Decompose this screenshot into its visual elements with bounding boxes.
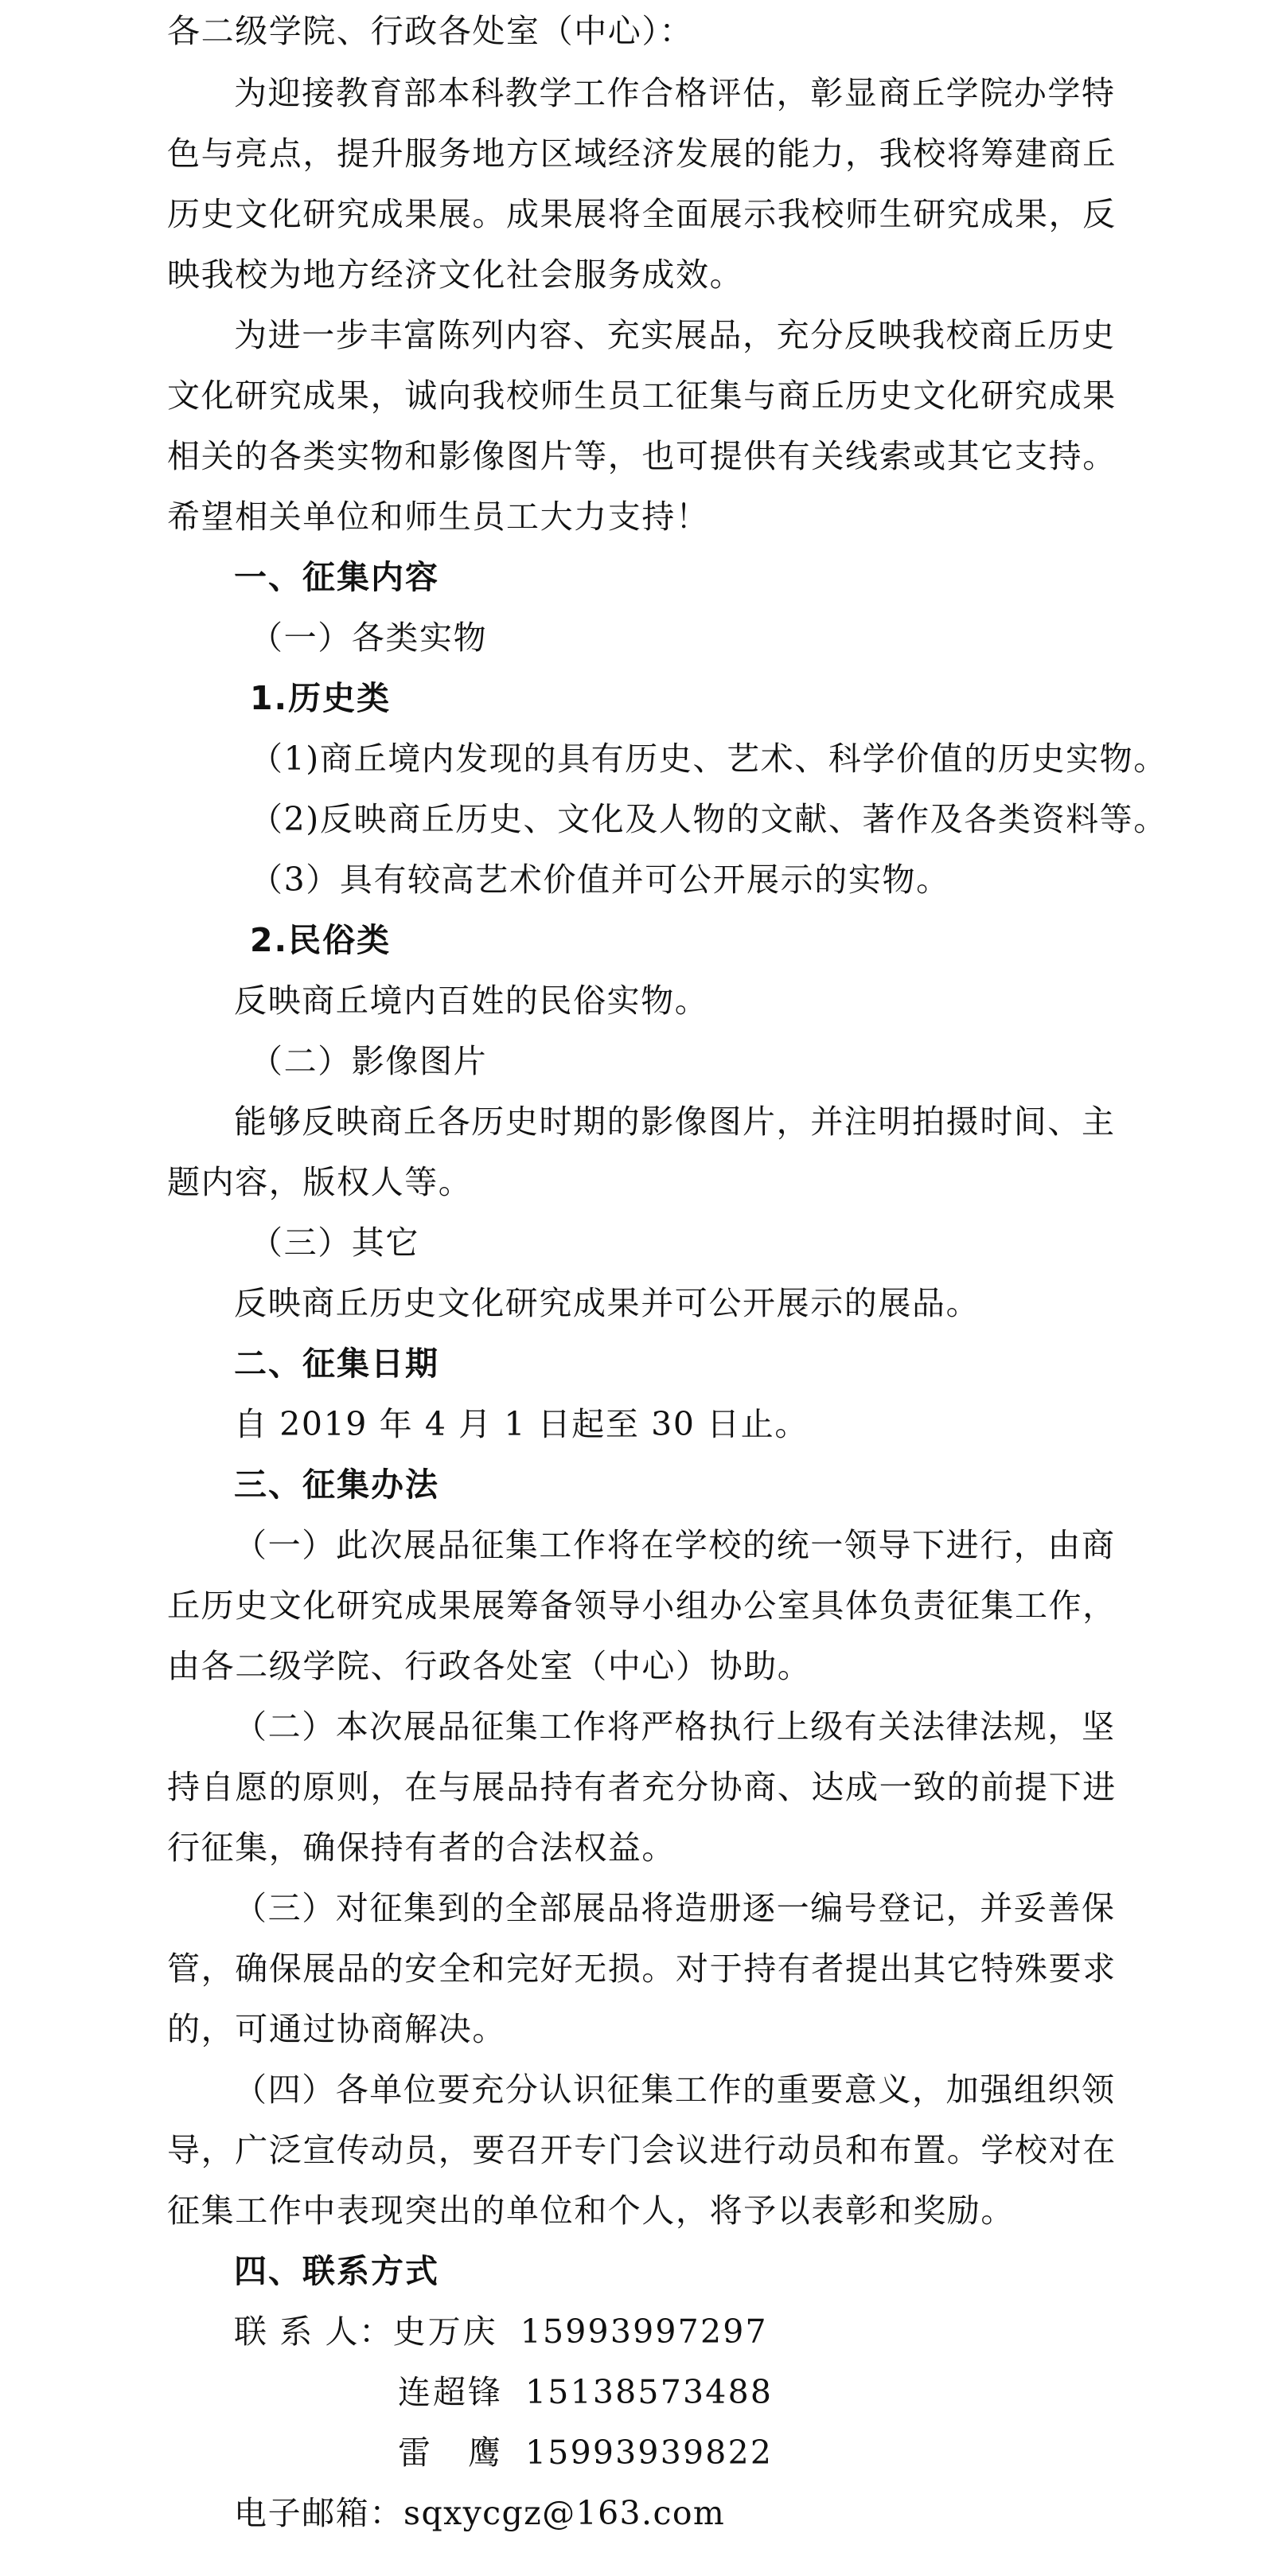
paragraph-line: （四）各单位要充分认识征集工作的重要意义，加强组织领 xyxy=(234,2071,1116,2109)
paragraph-line: 由各二级学院、行政各处室（中心）协助。 xyxy=(167,1647,812,1685)
section-heading-collection-method: 三、征集办法 xyxy=(234,1466,439,1504)
contact-name: 史万庆 xyxy=(392,2313,498,2351)
section-heading-collection-content: 一、征集内容 xyxy=(234,558,439,596)
paragraph-line: （二）本次展品征集工作将严格执行上级有关法律法规，坚 xyxy=(234,1708,1116,1746)
paragraph-line: 行征集，确保持有者的合法权益。 xyxy=(167,1829,676,1867)
paragraph-line: 能够反映商丘各历史时期的影像图片，并注明拍摄时间、主 xyxy=(234,1103,1116,1141)
email-address[interactable]: sqxycgz@163.com xyxy=(403,2494,726,2532)
paragraph-line: 的，可通过协商解决。 xyxy=(167,2010,506,2048)
paragraph-line: 历史文化研究成果展。成果展将全面展示我校师生研究成果，反 xyxy=(167,195,1117,233)
paragraph-line: （三）对征集到的全部展品将造册逐一编号登记，并妥善保 xyxy=(234,1889,1116,1927)
paragraph-line: （一）此次展品征集工作将在学校的统一领导下进行，由商 xyxy=(234,1526,1116,1564)
paragraph-line: 相关的各类实物和影像图片等，也可提供有关线索或其它支持。 xyxy=(167,437,1117,475)
paragraph-line: 导，广泛宣传动员，要召开专门会议进行动员和布置。学校对在 xyxy=(167,2131,1117,2169)
paragraph-line: 文化研究成果，诚向我校师生员工征集与商丘历史文化研究成果 xyxy=(167,377,1117,415)
paragraph-line: 自 2019 年 4 月 1 日起至 30 日止。 xyxy=(234,1405,809,1443)
list-item: （1)商丘境内发现的具有历史、艺术、科学价值的历史实物。 xyxy=(250,740,1167,778)
contact-name: 雷 鹰 xyxy=(398,2434,503,2472)
contact-row xyxy=(398,2364,773,2420)
paragraph-line: 丘历史文化研究成果展筹备领导小组办公室具体负责征集工作， xyxy=(167,1587,1117,1625)
paragraph-line: 映我校为地方经济文化社会服务成效。 xyxy=(167,256,744,294)
subsection-heading-images: （二）影像图片 xyxy=(250,1042,488,1080)
category-heading-history: 1.历史类 xyxy=(250,679,392,717)
contact-phone: 15993997297 xyxy=(520,2313,768,2351)
paragraph-line: 为迎接教育部本科教学工作合格评估，彰显商丘学院办学特 xyxy=(234,74,1116,112)
contact-phone: 15138573488 xyxy=(525,2373,774,2411)
contact-row xyxy=(234,2304,768,2359)
paragraph-line: 为进一步丰富陈列内容、充实展品，充分反映我校商丘历史 xyxy=(234,316,1116,354)
list-item: （2)反映商丘历史、文化及人物的文献、著作及各类资料等。 xyxy=(250,800,1167,838)
paragraph-line: 题内容，版权人等。 xyxy=(167,1163,473,1201)
category-heading-folk: 2.民俗类 xyxy=(250,921,392,959)
paragraph-line: 征集工作中表现突出的单位和个人，将予以表彰和奖励。 xyxy=(167,2192,1015,2230)
paragraph-line: 反映商丘境内百姓的民俗实物。 xyxy=(234,982,709,1020)
contact-label: 联 系 人： xyxy=(234,2313,393,2351)
email-row xyxy=(234,2485,725,2541)
paragraph-line: 持自愿的原则，在与展品持有者充分协商、达成一致的前提下进 xyxy=(167,1768,1117,1806)
list-item: （3）具有较高艺术价值并可公开展示的实物。 xyxy=(250,861,950,899)
contact-phone: 15993939822 xyxy=(525,2434,774,2472)
paragraph-line: 色与亮点，提升服务地方区域经济发展的能力，我校将筹建商丘 xyxy=(167,135,1117,173)
paragraph-line: 管，确保展品的安全和完好无损。对于持有者提出其它特殊要求 xyxy=(167,1950,1117,1988)
contact-row xyxy=(398,2425,773,2480)
paragraph-line: 希望相关单位和师生员工大力支持！ xyxy=(167,498,710,536)
email-label: 电子邮箱： xyxy=(234,2494,403,2532)
paragraph-line: 反映商丘历史文化研究成果并可公开展示的展品。 xyxy=(234,1284,980,1322)
section-heading-collection-date: 二、征集日期 xyxy=(234,1345,439,1383)
salutation: 各二级学院、行政各处室（中心）： xyxy=(167,12,694,50)
subsection-heading-physical-objects: （一）各类实物 xyxy=(250,619,488,657)
subsection-heading-other: （三）其它 xyxy=(250,1224,419,1262)
section-heading-contact: 四、联系方式 xyxy=(234,2252,439,2290)
contact-name: 连超锋 xyxy=(398,2373,503,2411)
